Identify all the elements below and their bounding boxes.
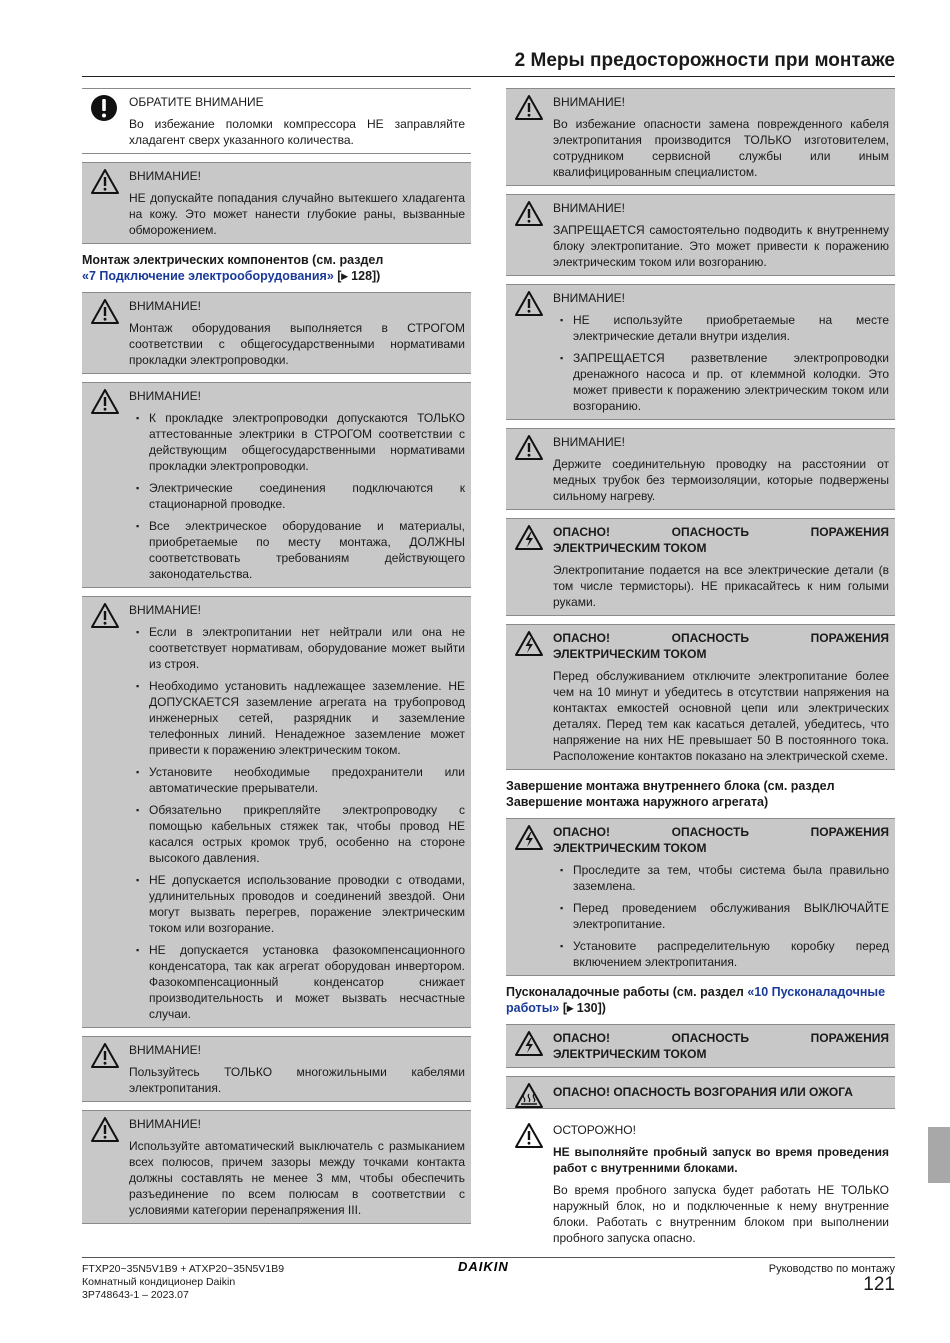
caution-text: Во время пробного запуска будет работать НЕ ТОЛЬКО наружный блок, но и подключенные к нему внутренние блоки. Работать с внутренним блоком при выполнении пробного запуска опасно. [553, 1183, 889, 1245]
warning-box [82, 1036, 471, 1102]
footer-product: Комнатный кондиционер Daikin [82, 1276, 236, 1288]
warning-triangle-icon [514, 290, 544, 318]
warning-text: Монтаж оборудования выполняется в СТРОГОМ соответствии с общегосударственными нормативами прокладки электропроводки. [129, 321, 465, 367]
list-item: ▪ Электрические соединения подключаются к стационарной проводке. [149, 480, 465, 512]
caution-bold-text: НЕ выполняйте пробный запуск во время проведения работ с внутренними блоками. [553, 1145, 889, 1175]
danger-title-part: ОПАСНОСТЬ [671, 825, 749, 839]
warning-list [553, 312, 889, 414]
list-item: ▪ Если в электропитании нет нейтрали или она не соответствует нормативам, оборудование может выйти из строя. [149, 624, 465, 672]
footer-manual-title: Руководство по монтажу [768, 1263, 895, 1275]
footer-info [82, 1263, 284, 1302]
warning-list [129, 624, 465, 1022]
danger-title-part: ПОРАЖЕНИЯ [810, 825, 889, 839]
warning-title: ВНИМАНИЕ! [129, 389, 201, 403]
warning-title: ВНИМАНИЕ! [553, 95, 625, 109]
section-heading-text: Монтаж электрических компонентов (см. раздел [82, 253, 384, 267]
caution-triangle-icon [514, 1122, 544, 1150]
section-heading-text: Завершение монтажа внутреннего блока (см. раздел [506, 779, 835, 793]
section-page-ref: [▸ 128]) [333, 269, 381, 283]
warning-triangle-icon [514, 94, 544, 122]
danger-box [506, 1076, 895, 1109]
danger-title: ОПАСНО! ОПАСНОСТЬ ВОЗГОРАНИЯ ИЛИ ОЖОГА [553, 1085, 853, 1099]
danger-box [506, 1024, 895, 1068]
notice-exclamation-icon [90, 94, 120, 122]
warning-title: ВНИМАНИЕ! [129, 299, 201, 313]
left-column [82, 88, 471, 1232]
warning-triangle-icon [90, 602, 120, 630]
warning-title: ВНИМАНИЕ! [553, 291, 625, 305]
warning-text: ЗАПРЕЩАЕТСЯ самостоятельно подводить к внутреннему блоку электропитание. Это может привести к поражению электрическим током или возгоранию. [553, 223, 889, 269]
warning-title: ВНИМАНИЕ! [553, 435, 625, 449]
footer-divider [82, 1257, 895, 1258]
warning-box [82, 596, 471, 1028]
warning-title: ВНИМАНИЕ! [129, 1043, 201, 1057]
list-item: ▪ Проследите за тем, чтобы система была правильно заземлена. [573, 862, 889, 894]
warning-text: Используйте автоматический выключатель с размыканием всех полюсов, причем зазоры между точками контакта должны составлять не менее 3 мм, чтобы обеспечить разъединение по всем полюсам в соответствии с условиями категории перенапряжения III. [129, 1139, 465, 1217]
danger-title [553, 1030, 889, 1062]
list-item: ▪ НЕ допускается использование проводки с отводами, удлинительных проводов и соединений звездой. Они могут вызвать перегрев, поражение электрическим током или возгорание. [149, 872, 465, 936]
caution-title: ОСТОРОЖНО! [553, 1123, 636, 1137]
list-item: ▪ Установите необходимые предохранители или автоматические прерыватели. [149, 764, 465, 796]
section-heading-text: Завершение монтажа наружного агрегата) [506, 795, 769, 809]
danger-title-part: ОПАСНО! [553, 1031, 610, 1045]
warning-box [82, 382, 471, 588]
warning-triangle-icon [90, 298, 120, 326]
warning-triangle-icon [90, 1042, 120, 1070]
list-item: ▪ Необходимо установить надлежащее заземление. НЕ ДОПУСКАЕТСЯ заземление агрегата на трубопровод инженерных сетей, разрядник и заземление телефонных линий. Ненадежное заземление может привести к поражению электрическим током. [149, 678, 465, 758]
section-heading [506, 984, 895, 1016]
section-heading-text: Пусконаладочные работы (см. раздел [506, 985, 748, 999]
danger-title-part: ПОРАЖЕНИЯ [810, 525, 889, 539]
notice-title: ОБРАТИТЕ ВНИМАНИЕ [129, 95, 264, 109]
electric-shock-icon [514, 1030, 544, 1058]
hot-surface-icon [514, 1082, 544, 1110]
warning-box [82, 292, 471, 374]
warning-title: ВНИМАНИЕ! [129, 1117, 201, 1131]
list-item: ▪ Установите распределительную коробку перед включением электропитания. [573, 938, 889, 970]
notice-box [82, 88, 471, 154]
list-item: ▪ К прокладке электропроводки допускаются ТОЛЬКО аттестованные электрики в СТРОГОМ соответствии с действующим общегосударственными нормативами прокладки электропроводки. [149, 410, 465, 474]
danger-box [506, 518, 895, 616]
warning-text: Пользуйтесь ТОЛЬКО многожильными кабелями электропитания. [129, 1065, 465, 1095]
warning-list [129, 410, 465, 582]
warning-box [506, 88, 895, 186]
footer-doc-id: 3P748643-1 – 2023.07 [82, 1289, 189, 1301]
list-item: ▪ НЕ допускается установка фазокомпенсационного конденсатора, так как агрегат оборудован инвертором. Фазокомпенсационный конденсатор снижает производительность и может вызвать несчастные случаи. [149, 942, 465, 1022]
section-link[interactable]: «7 Подключение электрооборудования» [82, 269, 334, 283]
danger-title-part: ОПАСНОСТЬ [671, 525, 749, 539]
warning-box [506, 284, 895, 420]
warning-text: Держите соединительную проводку на расстоянии от медных трубок без термоизоляции, которые подвержены сильному нагреву. [553, 457, 889, 503]
electric-shock-icon [514, 630, 544, 658]
warning-box [506, 428, 895, 510]
danger-title-part: ОПАСНО! [553, 825, 610, 839]
section-link[interactable]: «10 Пусконаладочные работы» [506, 985, 886, 1015]
caution-box [506, 1117, 895, 1251]
danger-box [506, 818, 895, 976]
warning-triangle-icon [90, 388, 120, 416]
danger-text: Электропитание подается на все электрические детали (в том числе термисторы). НЕ прикасайтесь к ним голыми руками. [553, 563, 889, 609]
list-item: ▪ ЗАПРЕЩАЕТСЯ разветвление электропроводки дренажного насоса и пр. от клеммной колодки. Это может привести к поражению электрическим током или возгоранию. [573, 350, 889, 414]
warning-box [82, 1110, 471, 1224]
danger-text: Перед обслуживанием отключите электропитание более чем на 10 минут и убедитесь в отсутствии напряжения на контактах емкостей основной цепи или электрических деталях. Перед тем как касаться деталей, убедитесь, что напряжение на них НЕ превышает 50 В постоянного тока. Расположение контактов показано на электрической схеме. [553, 669, 889, 763]
danger-title [553, 630, 889, 662]
list-item: ▪ НЕ используйте приобретаемые на месте электрические детали внутри изделия. [573, 312, 889, 344]
list-item: ▪ Все электрическое оборудование и материалы, приобретаемые по месту монтажа, ДОЛЖНЫ соответствовать требованиям действующего законодательства. [149, 518, 465, 582]
section-page-ref: [▸ 130]) [559, 1001, 606, 1015]
danger-title-part: ЭЛЕКТРИЧЕСКИМ ТОКОМ [553, 1047, 707, 1061]
danger-title-part: ОПАСНОСТЬ [671, 631, 749, 645]
warning-title: ВНИМАНИЕ! [129, 169, 201, 183]
footer-model: FTXP20~35N5V1B9 + ATXP20~35N5V1B9 [82, 1263, 285, 1275]
warning-triangle-icon [514, 434, 544, 462]
danger-title [553, 524, 889, 556]
danger-title-part: ЭЛЕКТРИЧЕСКИМ ТОКОМ [553, 647, 707, 661]
page-title: 2 Меры предосторожности при монтаже [514, 50, 895, 71]
warning-triangle-icon [90, 1116, 120, 1144]
section-heading [82, 252, 471, 284]
danger-title-part: ПОРАЖЕНИЯ [810, 1031, 889, 1045]
danger-list [553, 862, 889, 970]
danger-box [506, 624, 895, 770]
header-divider [82, 76, 895, 77]
danger-title-part: ОПАСНО! [553, 631, 610, 645]
warning-title: ВНИМАНИЕ! [129, 603, 201, 617]
danger-title-part: ОПАСНО! [553, 525, 610, 539]
chapter-side-tab [928, 1127, 950, 1183]
warning-text: НЕ допускайте попадания случайно вытекшего хладагента на кожу. Это может нанести глубокие раны, вызванные обморожением. [129, 191, 465, 237]
warning-triangle-icon [514, 200, 544, 228]
page-number: 121 [863, 1274, 895, 1295]
electric-shock-icon [514, 824, 544, 852]
danger-title [553, 824, 889, 856]
notice-text: Во избежание поломки компрессора НЕ заправляйте хладагент сверх указанного количества. [129, 117, 465, 147]
danger-title-part: ОПАСНОСТЬ [671, 1031, 749, 1045]
daikin-logo: DAIKIN [458, 1259, 509, 1274]
warning-text: Во избежание опасности замена поврежденного кабеля электропитания производится ТОЛЬКО изготовителем, сотрудником сервисной службы или иным квалифицированным специалистом. [553, 117, 889, 179]
danger-title-part: ЭЛЕКТРИЧЕСКИМ ТОКОМ [553, 541, 707, 555]
right-column [506, 88, 895, 1259]
warning-title: ВНИМАНИЕ! [553, 201, 625, 215]
list-item: ▪ Перед проведением обслуживания ВЫКЛЮЧАЙТЕ электропитание. [573, 900, 889, 932]
danger-title-part: ЭЛЕКТРИЧЕСКИМ ТОКОМ [553, 841, 707, 855]
danger-title-part: ПОРАЖЕНИЯ [810, 631, 889, 645]
warning-triangle-icon [90, 168, 120, 196]
list-item: ▪ Обязательно прикрепляйте электропроводку с помощью кабельных стяжек так, чтобы провод НЕ касался острых кромок труб, особенно на стороне высокого давления. [149, 802, 465, 866]
section-heading [506, 778, 895, 810]
warning-box [506, 194, 895, 276]
warning-box [82, 162, 471, 244]
electric-shock-icon [514, 524, 544, 552]
